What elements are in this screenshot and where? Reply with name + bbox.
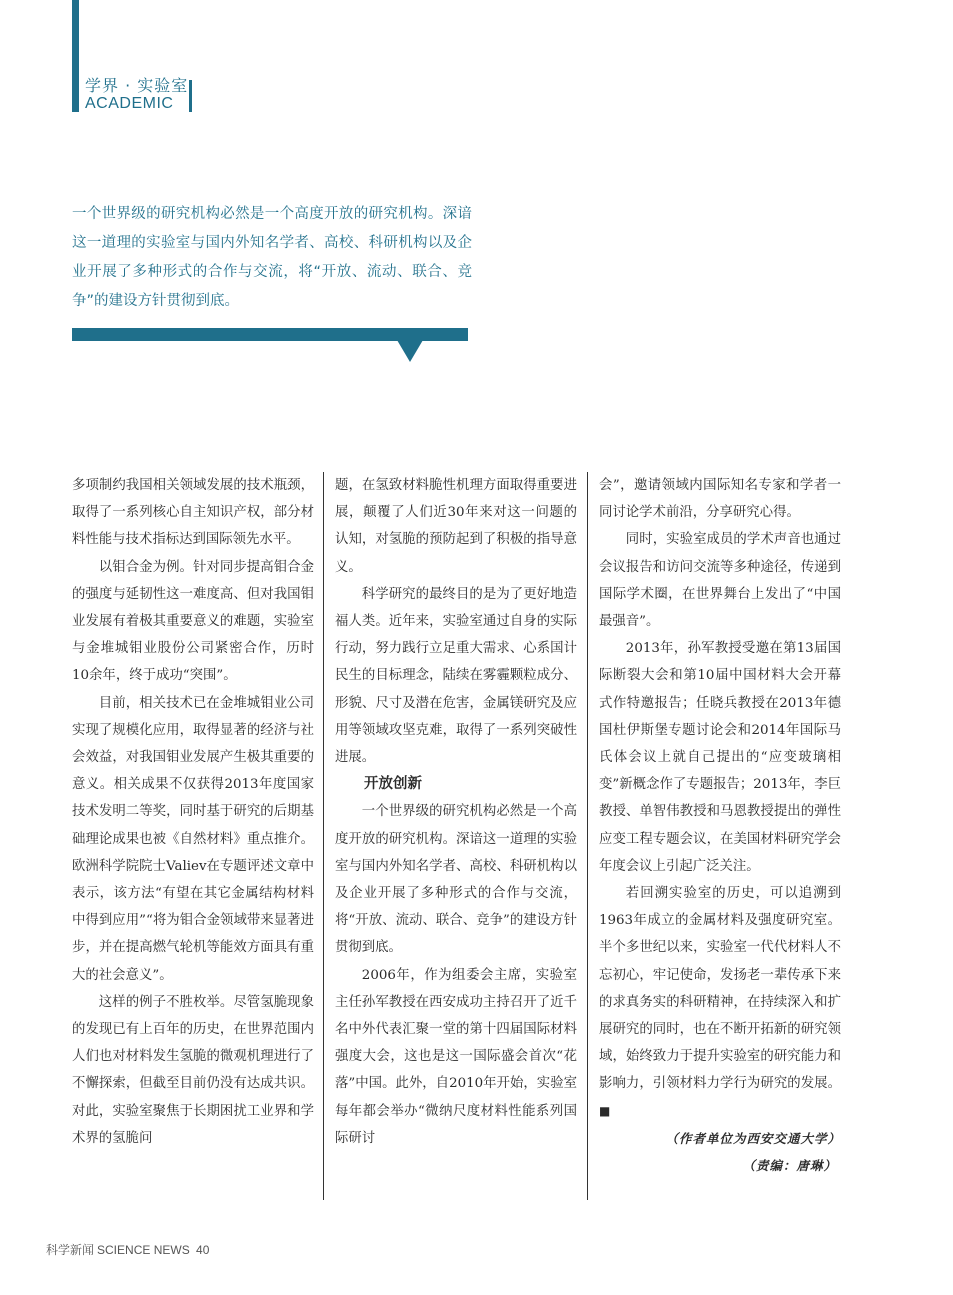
section-subheading: 开放创新 — [364, 776, 422, 793]
editor-credit: （责编：唐琳） — [742, 1158, 837, 1174]
paragraph: 目前，相关技术已在金堆城钼业公司实现了规模化应用，取得显著的经济与社会效益，对我国钼业发展产生极其重要的意义。相关成果不仅获得2013年度国家技术发明二等奖，同时基于研究的后期基础理论成果也被《自然材料》重点推介。欧洲科学院院士Valiev在专题评述文章中表示，该方法“有望在其它金属结构材料中得到应用”“将为钼合金领域带来显著进步，并在提高燃气轮机等能效方面具有重大的社会意义”。 — [72, 695, 314, 983]
section-title-en: ACADEMIC — [85, 95, 174, 112]
section-header — [85, 78, 188, 112]
page-footer — [46, 1241, 212, 1258]
paragraph: 会”，邀请领域内国际知名专家和学者一同讨论学术前沿，分享研究心得。 — [599, 478, 841, 521]
footer-magazine-cn: 科学新闻 — [46, 1243, 95, 1257]
author-affiliation: （作者单位为西安交通大学） — [665, 1130, 841, 1146]
footer-magazine-en: SCIENCE NEWS — [97, 1243, 190, 1257]
paragraph: 2006年，作为组委会主席，实验室主任孙军教授在西安成功主持召开了近千名中外代表汇聚一堂的第十四届国际材料强度大会，这也是这一国际盛会首次“花落”中国。此外，自2010年开始，实验室每年都会举办“微纳尺度材料性能系列国际研讨 — [335, 967, 577, 1146]
paragraph: 一个世界级的研究机构必然是一个高度开放的研究机构。深谙这一道理的实验室与国内外知名学者、高校、科研机构以及企业开展了多种形式的合作与交流，将“开放、流动、联合、竞争”的建设方针贯彻到底。 — [335, 804, 577, 956]
paragraph: 科学研究的最终目的是为了更好地造福人类。近年来，实验室通过自身的实际行动，努力践行立足重大需求、心系国计民生的目标理念，陆续在雾霾颗粒成分、形貌、尺寸及潜在危害，金属镁研究及应用等领域攻坚克难，取得了一系列突破性进展。 — [335, 586, 577, 766]
paragraph: 2013年，孙军教授受邀在第13届国际断裂大会和第10届中国材料大会开幕式作特邀报告；任晓兵教授在2013年德国杜伊斯堡专题讨论会和2014年国际马氏体会议上就自己提出的“应变玻璃相变”新概念作了专题报告；2013年，李巨教授、单智伟教授和马恩教授提出的弹性应变工程专题会议，在美国材料研究学会年度会议上引起广泛关注。 — [599, 641, 841, 874]
paragraph: 同时，实验室成员的学术声音也通过会议报告和访问交流等多种途径，传递到国际学术圈，在世界舞台上发出了“中国最强音”。 — [599, 532, 841, 630]
paragraph-text: 若回溯实验室的历史，可以追溯到1963年成立的金属材料及强度研究室。半个多世纪以来，实验室一代代材料人不忘初心，牢记使命，发扬老一辈传承下来的求真务实的科研精神，在持续深入和扩展研究的同时，也在不断开拓新的研究领域，始终致力于提升实验室的研究能力和影响力，引领材料力学行为研究的发展。 — [599, 886, 841, 1092]
paragraph: 这样的例子不胜枚举。尽管氢脆现象的发现已有上百年的历史，在世界范围内人们也对材料发生氢脆的微观机理进行了不懈探索，但截至目前仍没有达成共识。对此，实验室聚焦于长期困扰工业界和学术界的氢脆问 — [72, 994, 314, 1146]
column-divider — [587, 472, 588, 1200]
column-divider — [323, 472, 324, 1200]
article-column-1 — [72, 472, 314, 1152]
paragraph: 以钼合金为例。针对同步提高钼合金的强度与延韧性这一难度高、但对我国钼业发展有着极其重要意义的难题，实验室与金堆城钼业股份公司紧密合作，历时10余年，终于成功“突围”。 — [72, 559, 314, 684]
pull-quote: 一个世界级的研究机构必然是一个高度开放的研究机构。深谙这一道理的实验室与国内外知名学者、高校、科研机构以及企业开展了多种形式的合作与交流，将“开放、流动、联合、竞争”的建设方针贯彻到底。 — [72, 206, 472, 309]
article-column-3 — [599, 472, 841, 1179]
section-title-cn: 学界 · 实验室 — [85, 76, 189, 95]
end-mark-icon: ■ — [599, 1103, 611, 1118]
paragraph: 题，在氢致材料脆性机理方面取得重要进展，颠覆了人们近30年来对这一问题的认知，对氢脆的预防起到了积极的指导意义。 — [335, 478, 577, 575]
section-header-tick — [189, 80, 192, 112]
page-number: 40 — [196, 1243, 210, 1257]
paragraph: 多项制约我国相关领域发展的技术瓶颈，取得了一系列核心自主知识产权，部分材料性能与技术指标达到国际领先水平。 — [72, 478, 314, 548]
section-accent-bar — [72, 0, 79, 112]
paragraph — [599, 880, 841, 1125]
pull-quote-pointer — [397, 340, 423, 362]
article-column-2 — [335, 472, 577, 1152]
